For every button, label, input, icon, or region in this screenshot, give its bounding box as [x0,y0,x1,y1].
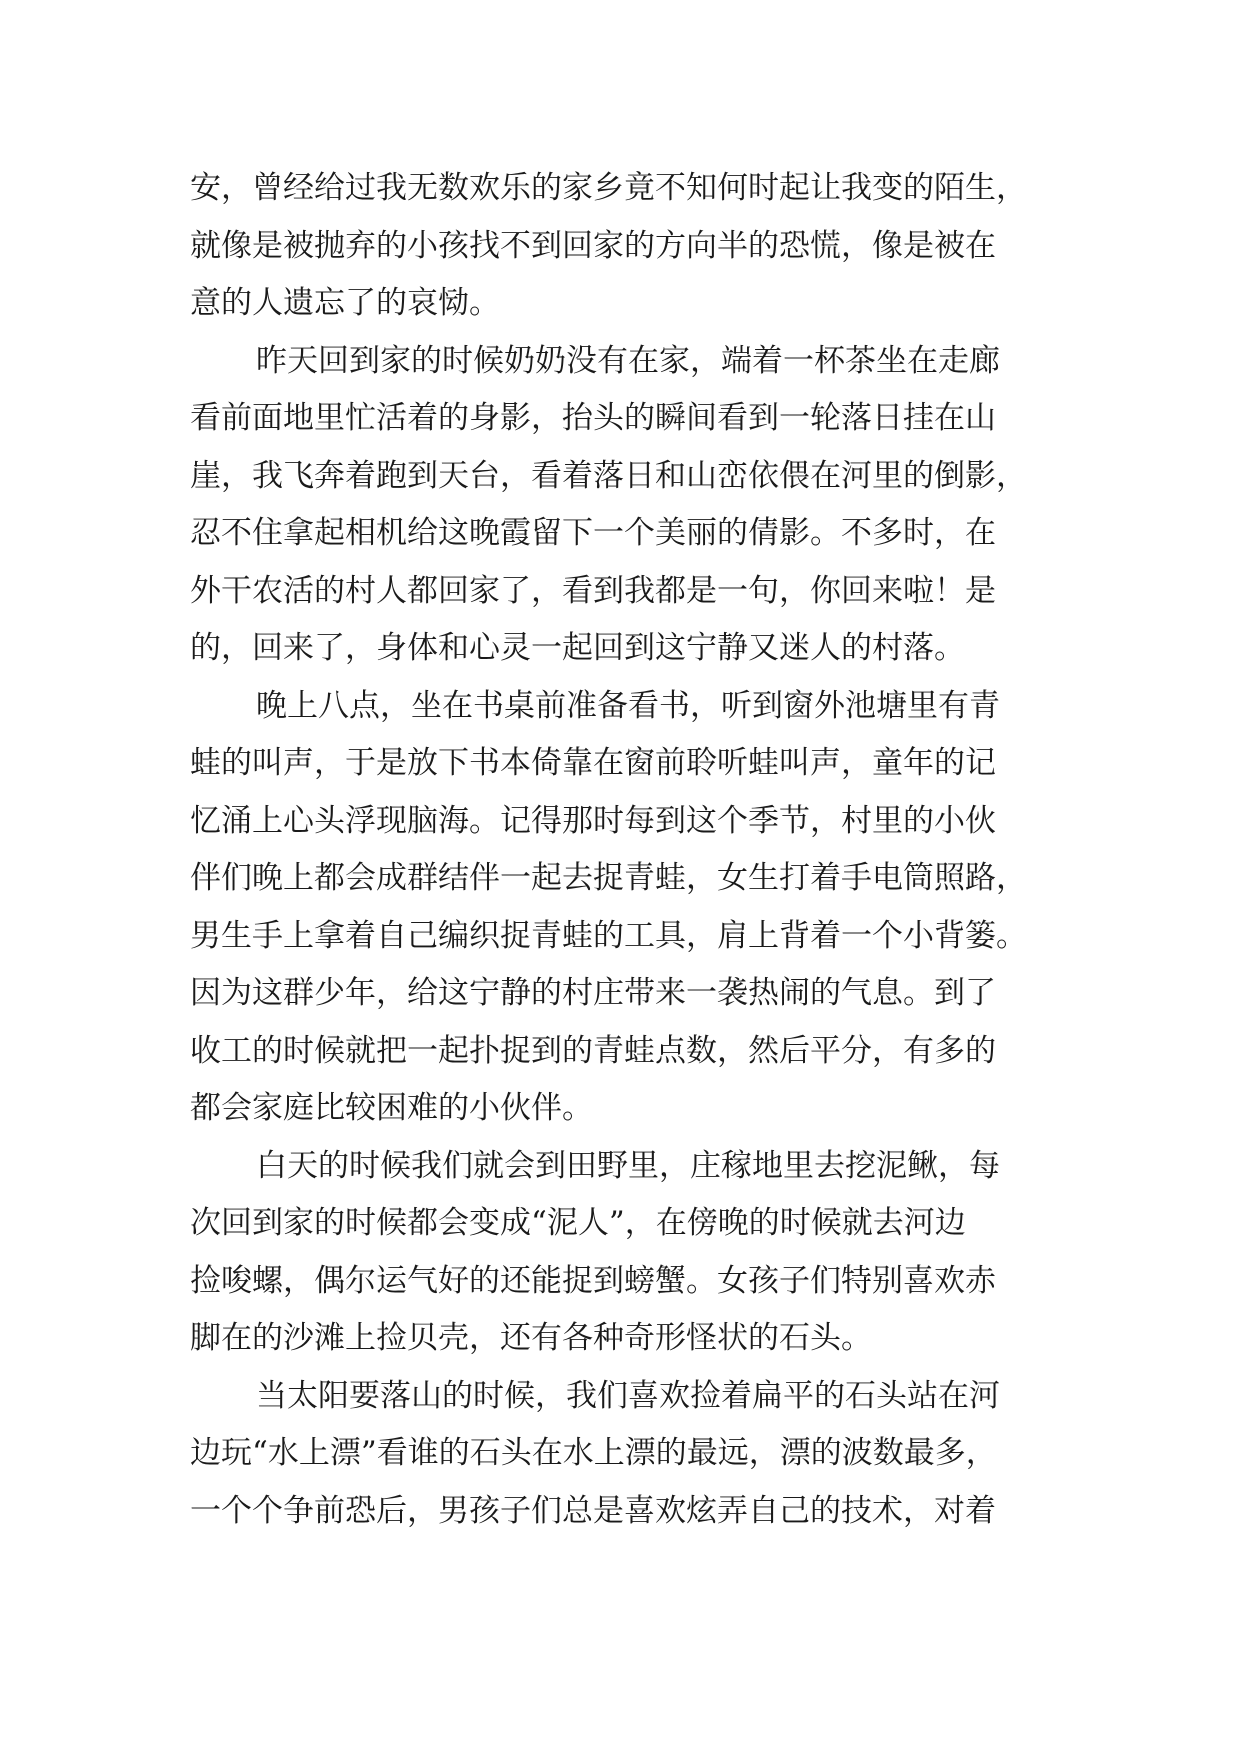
text-line: 边玩“水上漂”看谁的石头在水上漂的最远，漂的波数最多， [190,1435,997,1471]
text-line: 伴们晚上都会成群结伴一起去捉青蛙，女生打着手电筒照路， [190,860,1027,896]
text-line: 的，回来了，身体和心灵一起回到这宁静又迷人的村落。 [190,630,965,666]
text-line: 脚在的沙滩上捡贝壳，还有各种奇形怪状的石头。 [190,1320,872,1356]
text-line: 意的人遗忘了的哀恸。 [190,285,500,321]
text-line: 就像是被抛弃的小孩找不到回家的方向半的恐慌，像是被在 [190,227,996,264]
text-line: 次回到家的时候都会变成“泥人”，在傍晚的时候就去河边 [190,1205,966,1241]
text-line: 一个个争前恐后，男孩子们总是喜欢炫弄自己的技术，对着 [190,1492,996,1529]
text-line: 安，曾经给过我无数欢乐的家乡竟不知何时起让我变的陌生， [190,170,1027,206]
text-line: 收工的时候就把一起扑捉到的青蛙点数，然后平分，有多的 [190,1032,996,1069]
text-line: 晚上八点，坐在书桌前准备看书，听到窗外池塘里有青 [256,687,1000,724]
text-line: 男生手上拿着自己编织捉青蛙的工具，肩上背着一个小背篓。 [190,917,1027,954]
text-line: 崖，我飞奔着跑到天台，看着落日和山峦依偎在河里的倒影， [190,457,1027,494]
body-text [190,160,1070,1540]
text-line: 蛙的叫声，于是放下书本倚靠在窗前聆听蛙叫声，童年的记 [190,745,996,781]
text-line: 白天的时候我们就会到田野里，庄稼地里去挖泥鳅，每 [256,1147,1000,1184]
text-line: 都会家庭比较困难的小伙伴。 [190,1090,593,1126]
text-line: 昨天回到家的时候奶奶没有在家，端着一杯茶坐在走廊 [256,342,1000,379]
text-line: 忍不住拿起相机给这晚霞留下一个美丽的倩影。不多时，在 [190,515,996,551]
text-line: 看前面地里忙活着的身影，抬头的瞬间看到一轮落日挂在山 [190,400,996,436]
text-line: 因为这群少年，给这宁静的村庄带来一袭热闹的气息。到了 [190,975,996,1011]
text-line: 捡唆螺，偶尔运气好的还能捉到螃蟹。女孩子们特别喜欢赤 [190,1262,996,1299]
text-line: 外干农活的村人都回家了，看到我都是一句，你回来啦！是 [190,572,996,609]
text-line: 当太阳要落山的时候，我们喜欢捡着扁平的石头站在河 [256,1377,1000,1414]
text-line: 忆涌上心头浮现脑海。记得那时每到这个季节，村里的小伙 [190,802,996,839]
